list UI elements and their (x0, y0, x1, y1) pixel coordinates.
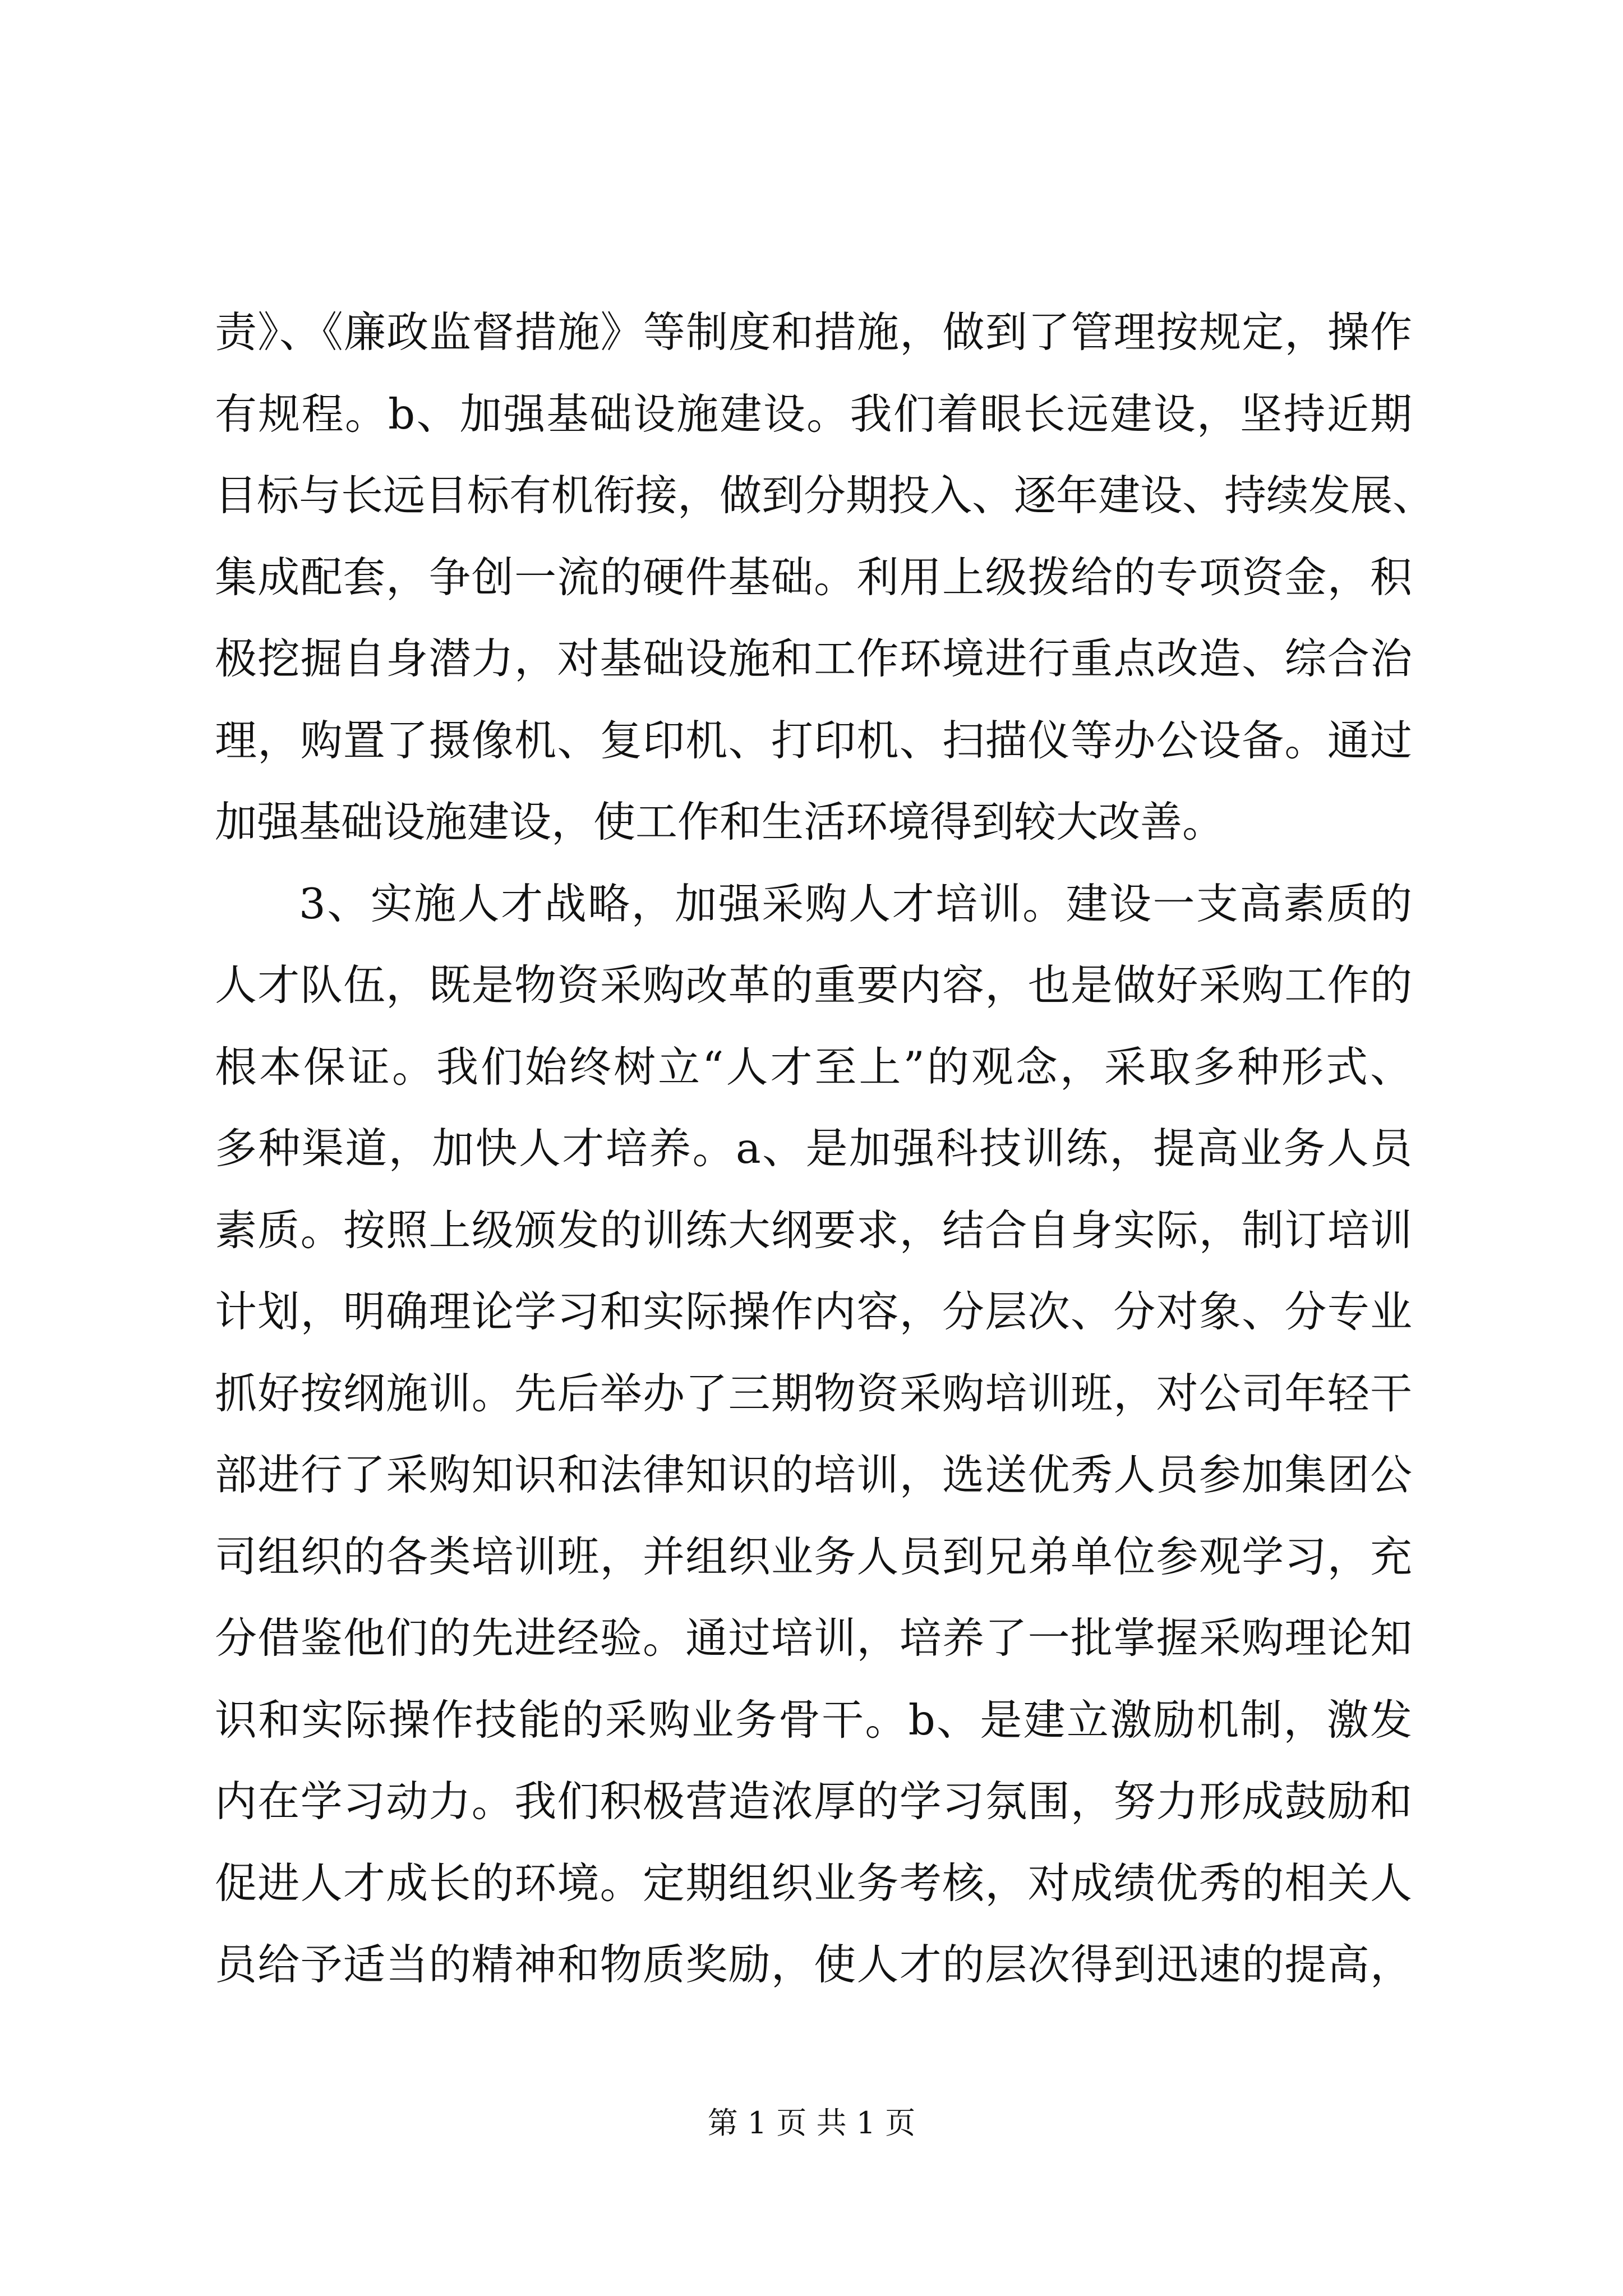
text-line: 有规程。b、加强基础设施建设。我们着眼长远建设，坚持近期 (215, 389, 1412, 439)
text-line: 素质。按照上级颁发的训练大纲要求，结合自身实际，制订培训 (215, 1205, 1412, 1255)
page-number-label: 第 1 页 共 1 页 (707, 2105, 916, 2141)
text-line: 分借鉴他们的先进经验。通过培训，培养了一批掌握采购理论知 (215, 1613, 1412, 1663)
text-line: 根本保证。我们始终树立“人才至上”的观念，采取多种形式、 (215, 1042, 1412, 1092)
text-line: 计划，明确理论学习和实际操作内容，分层次、分对象、分专业 (215, 1287, 1412, 1336)
text-line: 责》、《廉政监督措施》等制度和措施，做到了管理按规定，操作 (215, 307, 1412, 357)
body-text (215, 292, 1435, 2006)
text-line: 目标与长远目标有机衔接，做到分期投入、逐年建设、持续发展、 (215, 471, 1435, 520)
text-line: 理，购置了摄像机、复印机、打印机、扫描仪等办公设备。通过 (215, 715, 1412, 765)
text-line: 识和实际操作技能的采购业务骨干。b、是建立激励机制，激发 (215, 1695, 1412, 1745)
text-line: 员给予适当的精神和物质奖励，使人才的层次得到迅速的提高， (215, 1940, 1412, 1989)
text-line: 极挖掘自身潜力，对基础设施和工作环境进行重点改造、综合治 (215, 634, 1412, 683)
text-line: 集成配套，争创一流的硬件基础。利用上级拨给的专项资金，积 (215, 552, 1412, 602)
text-line: 部进行了采购知识和法律知识的培训，选送优秀人员参加集团公 (215, 1450, 1412, 1499)
text-line: 抓好按纲施训。先后举办了三期物资采购培训班，对公司年轻干 (215, 1368, 1412, 1418)
text-line: 司组织的各类培训班，并组织业务人员到兄弟单位参观学习，充 (215, 1531, 1412, 1581)
text-line: 人才队伍，既是物资采购改革的重要内容，也是做好采购工作的 (215, 960, 1412, 1010)
text-line: 加强基础设施建设，使工作和生活环境得到较大改善。 (215, 797, 1225, 846)
text-line: 内在学习动力。我们积极营造浓厚的学习氛围，努力形成鼓励和 (215, 1777, 1412, 1826)
paragraph-start-line: 3、实施人才战略，加强采购人才培训。建设一支高素质的 (299, 878, 1412, 928)
text-line: 多种渠道，加快人才培养。a、是加强科技训练，提高业务人员 (215, 1124, 1412, 1173)
page-footer (0, 2101, 1623, 2146)
text-line: 促进人才成长的环境。定期组织业务考核，对成绩优秀的相关人 (215, 1858, 1412, 1908)
